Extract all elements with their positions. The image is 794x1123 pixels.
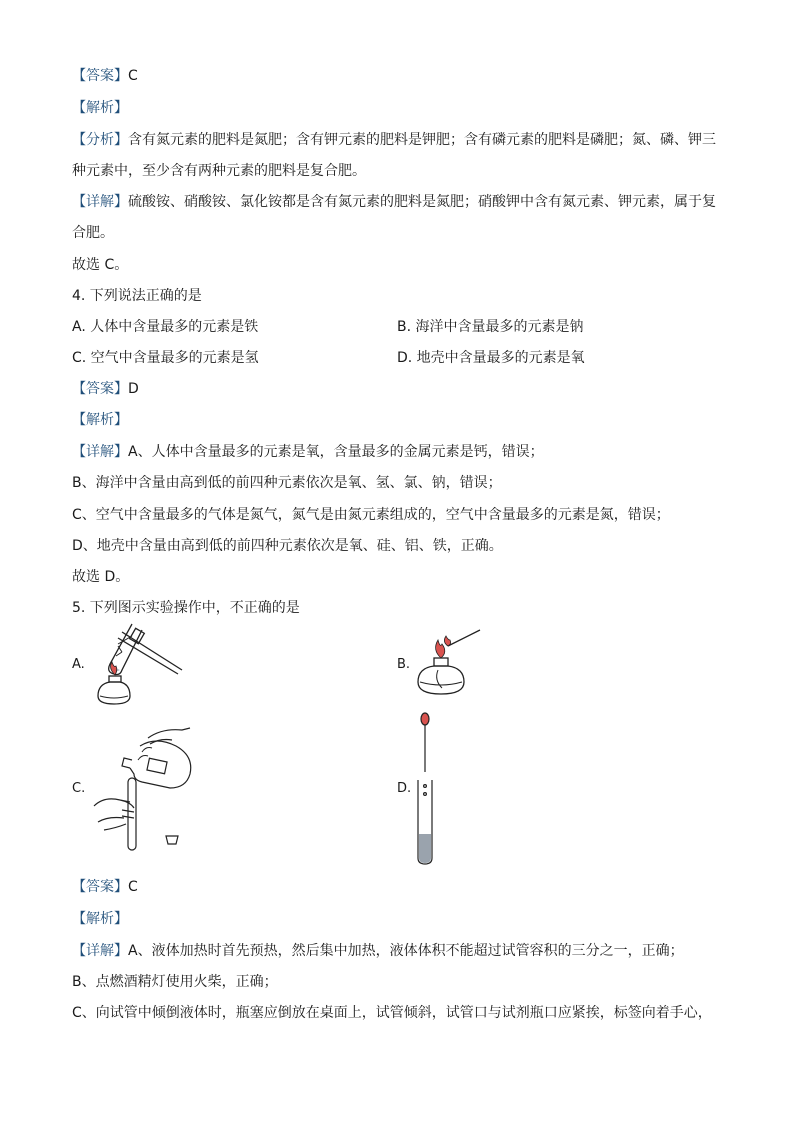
q4-detail-b: B、海洋中含量由高到低的前四种元素依次是氧、氢、氯、钠，错误； [72,475,502,491]
q3-analysis-heading [72,98,128,118]
analysis-tag: 【解析】 [72,911,128,927]
analysis-tag: 【解析】 [72,412,128,428]
detail-text: A、人体中含量最多的元素是氧，含量最多的金属元素是钙，错误； [128,444,544,460]
q3-detail-line1 [72,192,716,212]
answer-tag: 【答案】 [72,381,128,397]
q5-analysis-heading [72,909,128,929]
detail-text: A、液体加热时首先预热，然后集中加热，液体体积不能超过试管容积的三分之一，正确； [128,943,684,959]
q4-detail-c: C、空气中含量最多的气体是氮气，氮气是由氮元素组成的，空气中含量最多的元素是氮，错误； [72,507,670,523]
alcohol-lamp [418,666,464,694]
q4-analysis-heading [72,410,128,430]
answer-tag: 【答案】 [72,879,128,895]
detail-tag: 【详解】 [72,194,128,210]
figure-dropper [410,710,440,866]
detail-text: 硫酸铵、硝酸铵、氯化铵都是含有氮元素的肥料是氮肥；硝酸钾中含有氮元素、钾元素，属于复 [128,194,716,210]
test-tube [128,778,136,850]
q5-label-b: B. [397,657,411,672]
liquid [419,834,431,863]
q5-answer-line [72,877,138,897]
figure-heating-test-tube [88,618,188,710]
stopper [166,836,178,844]
answer-value: D [128,381,139,397]
q5-label-d: D. [397,781,412,796]
q5-detail-a [72,941,684,961]
q5-label-a: A. [72,657,85,672]
q5-label-c: C. [72,781,86,796]
q3-answer-line [72,66,138,86]
fenxi-text: 含有氮元素的肥料是氮肥；含有钾元素的肥料是钾肥；含有磷元素的肥料是磷肥；氮、磷、钾三 [128,132,716,148]
analysis-tag: 【解析】 [72,100,128,116]
q5-detail-b: B、点燃酒精灯使用火柴，正确； [72,974,278,990]
figure-lighting-lamp [412,626,488,698]
figure-pouring-liquid [90,724,200,854]
answer-value: C [128,68,138,84]
match [448,630,480,646]
q5-detail-c: C、向试管中倾倒液体时，瓶塞应倒放在桌面上，试管倾斜，试管口与试剂瓶口应紧挨，标签向着手心， [72,1005,712,1021]
answer-value: C [128,879,138,895]
q4-detail-a [72,442,544,462]
dropper-bulb [421,713,429,725]
q4-conclusion: 故选 D。 [72,569,130,585]
q4-option-a: A. 人体中含量最多的元素是铁 [72,319,259,335]
q3-conclusion: 故选 C。 [72,257,129,273]
detail-tag: 【详解】 [72,943,128,959]
q4-option-d: D. 地壳中含量最多的元素是氧 [397,350,585,366]
test-tube-holder [118,638,178,674]
detail-tag: 【详解】 [72,444,128,460]
q4-stem: 4. 下列说法正确的是 [72,288,202,304]
q3-detail-line2: 合肥。 [72,225,114,241]
q4-option-c: C. 空气中含量最多的元素是氢 [72,350,259,366]
lamp-flame [436,640,445,658]
q3-fenxi-line1 [72,130,716,150]
fenxi-tag: 【分析】 [72,132,128,148]
q3-fenxi-line2: 种元素中，至少含有两种元素的肥料是复合肥。 [72,163,366,179]
alcohol-lamp [98,682,130,704]
answer-tag: 【答案】 [72,68,128,84]
q4-option-b: B. 海洋中含量最多的元素是钠 [397,319,584,335]
reagent-bottle [130,741,191,788]
hand-top [148,728,190,744]
match-flame [444,636,450,646]
q4-detail-d: D、地壳中含量由高到低的前四种元素依次是氧、硅、铝、铁，正确。 [72,538,503,554]
q4-answer-line [72,379,139,399]
q5-stem: 5. 下列图示实验操作中，不正确的是 [72,600,300,616]
